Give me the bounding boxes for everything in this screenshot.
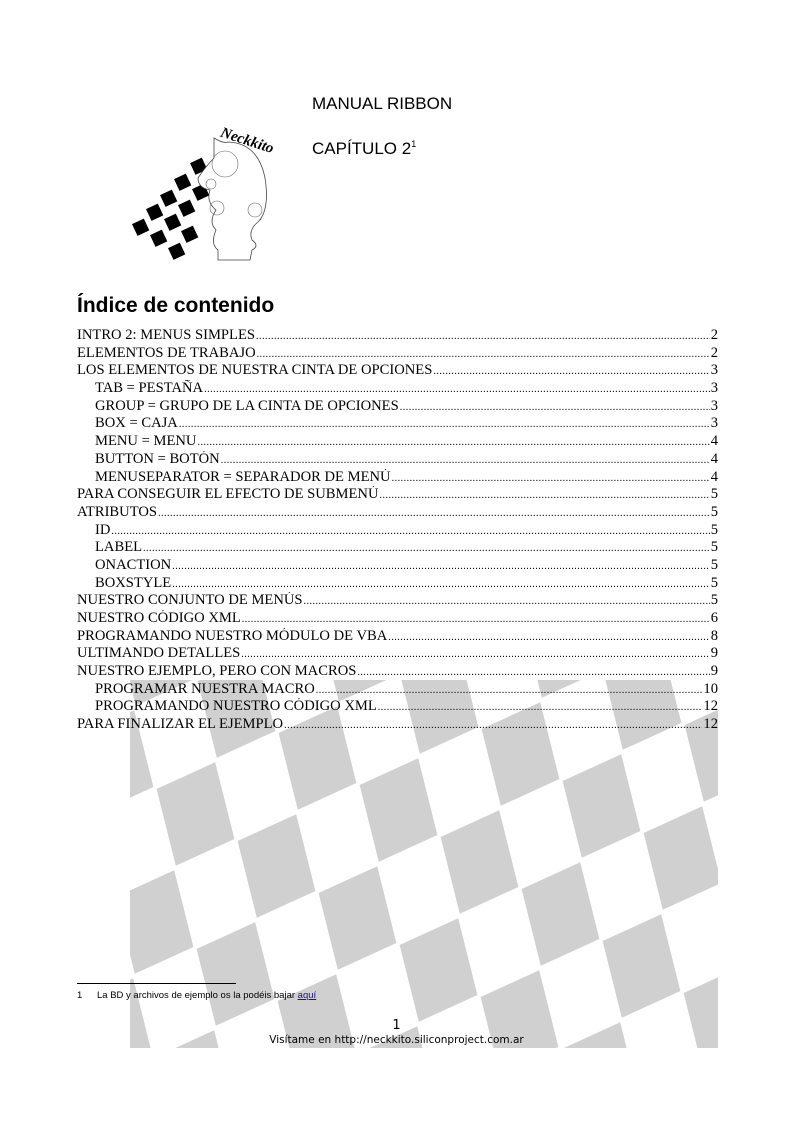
- toc-entry-label: PARA FINALIZAR EL EJEMPLO: [77, 716, 284, 733]
- toc-entry[interactable]: [77, 628, 718, 646]
- toc-leader-dots: [392, 470, 710, 487]
- toc-leader-dots: [316, 682, 703, 699]
- watermark-square: [522, 862, 600, 966]
- toc-entry[interactable]: [77, 433, 718, 451]
- toc-entry-page: 5: [710, 539, 718, 556]
- toc-leader-dots: [204, 381, 710, 398]
- table-of-contents: [77, 327, 718, 734]
- footnote-text: La BD y archivos de ejemplo os la podéis bajar: [97, 990, 298, 1001]
- toc-entry-page: 5: [710, 574, 718, 591]
- toc-entry-label: ID: [95, 521, 111, 538]
- toc-entry-page: 8: [710, 627, 718, 644]
- toc-entry-label: PROGRAMAR NUESTRA MACRO: [95, 680, 315, 697]
- toc-entry-page: 12: [703, 716, 718, 733]
- watermark-square: [400, 918, 478, 1022]
- toc-entry[interactable]: [77, 575, 718, 593]
- footnote-separator: [77, 983, 236, 984]
- toc-entry-label: ATRIBUTOS: [77, 503, 158, 520]
- toc-entry[interactable]: [77, 716, 718, 734]
- toc-leader-dots: [242, 611, 710, 628]
- toc-entry[interactable]: [77, 557, 718, 575]
- toc-leader-dots: [179, 416, 710, 433]
- page-footer: Visítame en http://neckkito.siliconproject.com.ar: [269, 1034, 524, 1046]
- toc-entry[interactable]: [77, 645, 718, 663]
- toc-entry-page: 3: [710, 415, 718, 432]
- toc-leader-dots: [172, 576, 709, 593]
- watermark-square: [157, 762, 235, 866]
- toc-entry-page: 4: [710, 468, 718, 485]
- toc-leader-dots: [433, 363, 709, 380]
- toc-entry-page: 5: [710, 592, 718, 609]
- toc-entry-page: 3: [710, 380, 718, 397]
- toc-entry-label: BOX = CAJA: [95, 415, 178, 432]
- toc-entry[interactable]: [77, 327, 718, 345]
- toc-entry-label: BUTTON = BOTÓN: [95, 450, 220, 467]
- toc-entry-label: GROUP = GRUPO DE LA CINTA DE OPCIONES: [95, 397, 399, 414]
- watermark-square: [441, 810, 519, 914]
- page-number: 1: [392, 1018, 401, 1033]
- toc-leader-dots: [143, 540, 710, 557]
- toc-entry-label: ELEMENTOS DE TRABAJO: [77, 344, 256, 361]
- toc-leader-dots: [378, 699, 703, 716]
- toc-entry[interactable]: [77, 415, 718, 433]
- toc-entry[interactable]: [77, 451, 718, 469]
- toc-entry[interactable]: [77, 504, 718, 522]
- toc-entry-label: MENUSEPARATOR = SEPARADOR DE MENÚ: [95, 468, 391, 485]
- toc-entry-label: ONACTION: [95, 556, 172, 573]
- toc-entry-label: PARA CONSEGUIR EL EFECTO DE SUBMENÚ: [77, 486, 379, 503]
- toc-entry-label: BOXSTYLE: [95, 574, 172, 591]
- toc-entry-page: 5: [710, 521, 718, 538]
- toc-leader-dots: [241, 646, 709, 663]
- toc-entry-page: 5: [710, 503, 718, 520]
- toc-leader-dots: [400, 399, 710, 416]
- toc-entry-label: NUESTRO CONJUNTO DE MENÚS: [77, 592, 303, 609]
- watermark-square: [238, 814, 316, 918]
- toc-entry-page: 10: [703, 680, 718, 697]
- toc-entry-page: 2: [710, 344, 718, 361]
- toc-leader-dots: [221, 452, 710, 469]
- toc-entry-page: 9: [710, 645, 718, 662]
- toc-leader-dots: [172, 558, 709, 575]
- toc-leader-dots: [380, 487, 710, 504]
- toc-entry-page: 5: [710, 486, 718, 503]
- toc-entry[interactable]: [77, 380, 718, 398]
- toc-entry-label: PROGRAMANDO NUESTRO CÓDIGO XML: [95, 698, 377, 715]
- toc-entry-label: NUESTRO CÓDIGO XML: [77, 610, 241, 626]
- toc-leader-dots: [256, 328, 710, 345]
- footnote: [77, 990, 316, 1001]
- toc-entry-page: 6: [710, 610, 718, 626]
- toc-entry-label: INTRO 2: MENUS SIMPLES: [77, 327, 255, 343]
- toc-leader-dots: [304, 593, 710, 610]
- watermark-square: [563, 754, 641, 858]
- watermark-square: [319, 866, 397, 970]
- toc-entry-page: 4: [710, 450, 718, 467]
- toc-leader-dots: [257, 346, 710, 363]
- toc-entry[interactable]: [77, 469, 718, 487]
- watermark-square: [197, 922, 275, 1026]
- toc-leader-dots: [158, 505, 710, 522]
- toc-entry[interactable]: [77, 345, 718, 363]
- footnote-mark: 1: [411, 139, 417, 149]
- document-title: MANUAL RIBBON: [312, 94, 453, 113]
- toc-entry[interactable]: [77, 681, 718, 699]
- toc-leader-dots: [284, 717, 702, 734]
- watermark-square: [603, 914, 681, 1018]
- toc-heading: Índice de contenido: [77, 294, 275, 317]
- toc-entry-label: TAB = PESTAÑA: [95, 380, 204, 397]
- toc-entry[interactable]: [77, 362, 718, 380]
- toc-entry-page: 3: [710, 362, 718, 379]
- chapter-title: [312, 139, 416, 159]
- watermark-square: [130, 870, 193, 974]
- toc-entry[interactable]: [77, 522, 718, 540]
- toc-leader-dots: [111, 523, 709, 540]
- watermark-square: [644, 806, 718, 910]
- toc-entry[interactable]: [77, 663, 718, 681]
- toc-entry[interactable]: [77, 486, 718, 504]
- toc-entry[interactable]: [77, 592, 718, 610]
- logo-text: Neckkito: [218, 124, 276, 158]
- toc-entry[interactable]: [77, 610, 718, 628]
- toc-entry-label: NUESTRO EJEMPLO, PERO CON MACROS: [77, 663, 357, 680]
- toc-entry-page: 3: [710, 397, 718, 414]
- toc-entry-page: 2: [710, 327, 718, 343]
- toc-entry-page: 5: [710, 556, 718, 573]
- toc-entry-label: LABEL: [95, 539, 143, 556]
- toc-leader-dots: [197, 434, 709, 451]
- toc-entry[interactable]: [77, 539, 718, 557]
- footnote-number: 1: [77, 990, 83, 1001]
- toc-entry[interactable]: [77, 398, 718, 416]
- watermark-square: [360, 758, 438, 862]
- toc-entry-label: PROGRAMANDO NUESTRO MÓDULO DE VBA: [77, 627, 388, 644]
- toc-entry[interactable]: [77, 698, 718, 716]
- toc-entry-page: 12: [703, 698, 718, 715]
- chapter-text: CAPÍTULO 2: [312, 139, 412, 158]
- toc-leader-dots: [357, 664, 709, 681]
- neckkito-logo: [128, 118, 288, 273]
- toc-leader-dots: [388, 629, 709, 646]
- toc-entry-page: 4: [710, 433, 718, 450]
- toc-entry-label: ULTIMANDO DETALLES: [77, 645, 241, 662]
- toc-entry-page: 9: [710, 663, 718, 680]
- toc-entry-label: LOS ELEMENTOS DE NUESTRA CINTA DE OPCIONES: [77, 362, 433, 379]
- toc-entry-label: MENU = MENU: [95, 433, 197, 450]
- download-link[interactable]: aquí: [297, 990, 317, 1001]
